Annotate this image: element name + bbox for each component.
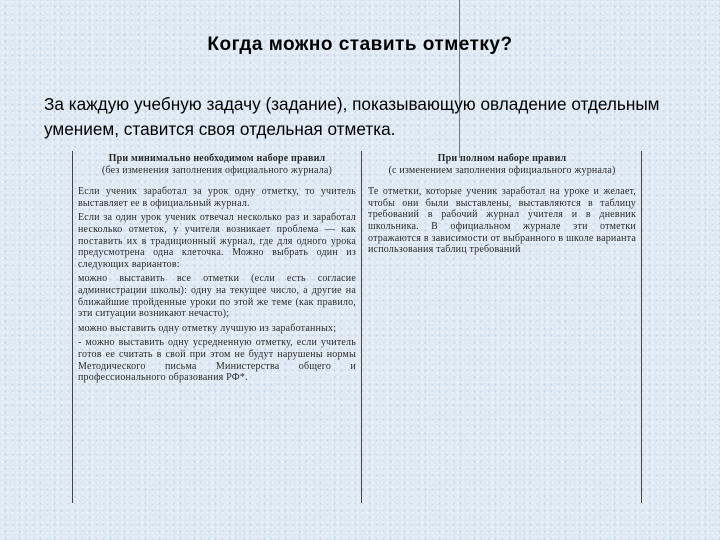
slide-body-text: За каждую учебную задачу (задание), показывающую овладение отдельным умением, ставится своя отдельная отметка. — [44, 94, 660, 139]
table-left-column — [78, 153, 356, 387]
table-right-border — [641, 151, 642, 503]
left-paragraph: можно выставить одну отметку лучшую из заработанных; — [78, 322, 337, 334]
table-left-border — [72, 151, 73, 503]
scanned-table-image — [72, 151, 644, 506]
left-column-title: При минимально необходимом наборе правил — [108, 153, 326, 164]
table-right-column — [368, 153, 636, 259]
slide-title: Когда можно ставить отметку? — [207, 34, 513, 55]
table-middle-border — [361, 151, 362, 503]
left-column-subtitle: (без изменения заполнения официального журнала) — [101, 164, 333, 176]
left-column-heading — [78, 153, 356, 176]
left-paragraph: - можно выставить одну усредненную отметку, если учитель готов ее считать в свой при этом не будут нарушены нормы Методического письма Министерства общего и профессионального образования РФ*. — [78, 337, 356, 384]
left-paragraph: можно выставить все отметки (если есть согласие администрации школы): одну на текущее число, а другие на ближайшие пройденные уроки по этой же теме (как правило, эти ситуации возникают нечасто); — [78, 273, 356, 320]
right-column-heading — [368, 153, 636, 176]
left-paragraph: Если за один урок ученик отвечал несколько раз и заработал несколько отметок, у учителя возникает проблема — как поставить их в традиционный журнал, где для одного урока предусмотрена одна клеточка. Можно выбрать один из следующих вариантов: — [78, 212, 356, 270]
right-paragraph: Те отметки, которые ученик заработал на уроке и желает, чтобы они были выставлены, выставляются в таблицу требований в рабочий журнал учителя и в дневник школьника. В официальном журнале эти отметки отражаются в зависимости от выбранного в школе варианта использования таблиц требований — [368, 186, 636, 256]
right-column-subtitle: (с изменением заполнения официального журнала) — [388, 164, 616, 176]
left-paragraph: Если ученик заработал за урок одну отметку, то учитель выставляет ее в официальный журнал. — [78, 186, 356, 209]
right-column-title: При полном наборе правил — [437, 153, 567, 164]
